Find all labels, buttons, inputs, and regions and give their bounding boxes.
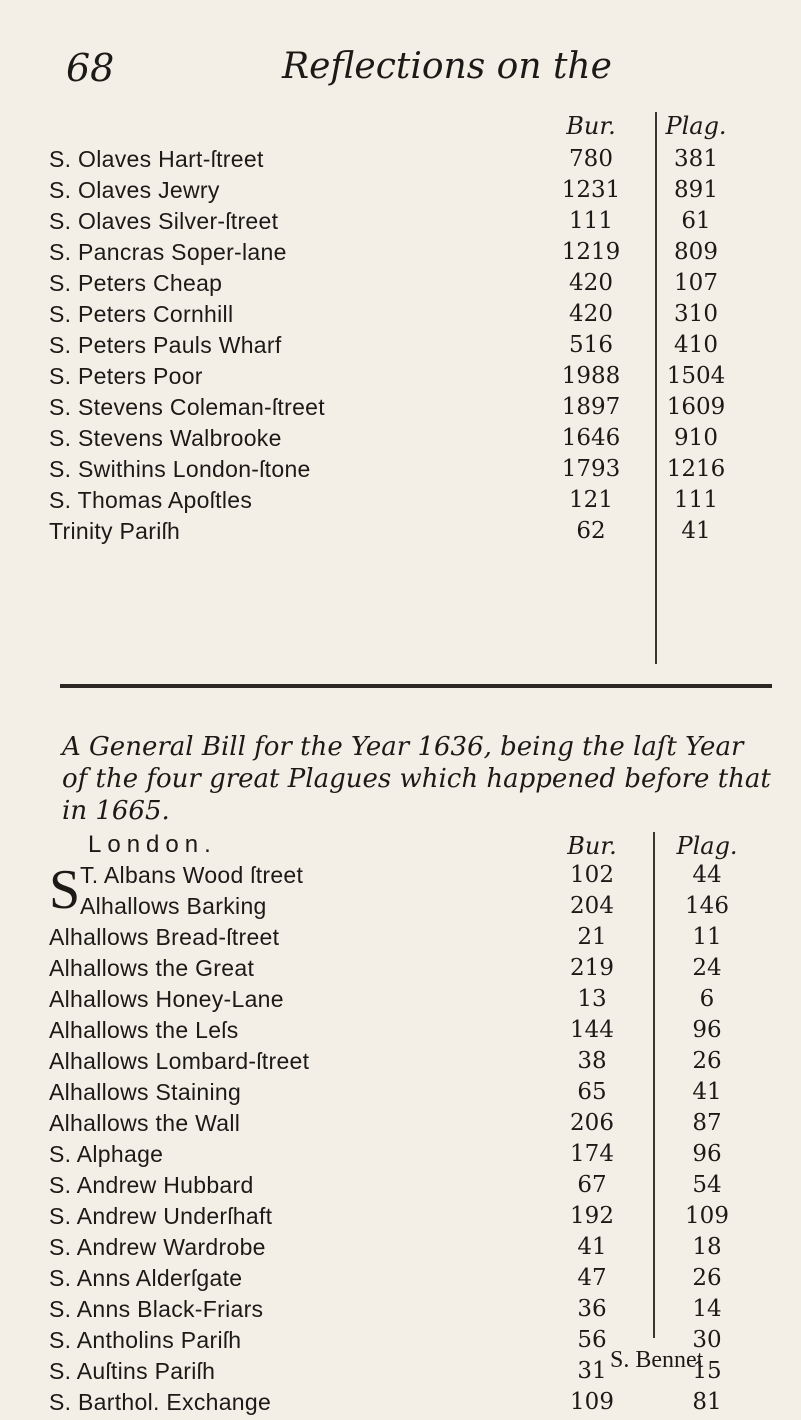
parish-name: S. Andrew Underſhaft [49, 1203, 273, 1229]
table-row [0, 239, 801, 270]
plague-value: 910 [674, 425, 718, 451]
burials-value: 1988 [561, 363, 621, 389]
table-row [0, 1048, 801, 1079]
burials-value: 47 [577, 1265, 607, 1291]
table-row [0, 394, 801, 425]
burials-value: 102 [570, 862, 614, 888]
table-1-rows [0, 146, 801, 549]
burials-table-1 [0, 112, 801, 549]
burials-value: 204 [570, 893, 614, 919]
parish-name: S. Peters Poor [49, 363, 203, 389]
table-row [0, 425, 801, 456]
burials-value: 1897 [561, 394, 621, 420]
plague-value: 30 [692, 1327, 722, 1353]
plague-value: 11 [692, 924, 722, 950]
plague-value: 87 [692, 1110, 722, 1136]
plague-value: 410 [674, 332, 718, 358]
drop-cap-initial: S [49, 859, 81, 921]
burials-value: 111 [569, 208, 613, 234]
burials-value: 41 [577, 1234, 607, 1260]
parish-name: S. Peters Cornhill [49, 301, 234, 327]
plague-value: 809 [674, 239, 718, 265]
plague-value: 54 [692, 1172, 722, 1198]
plague-value: 96 [692, 1017, 722, 1043]
plague-value: 107 [674, 270, 718, 296]
parish-name: S. Andrew Hubbard [49, 1172, 254, 1198]
table-row [0, 862, 801, 893]
general-bill-line-2: of the four great Plagues which happened before that [62, 764, 771, 794]
parish-name: S. Thomas Apoſtles [49, 487, 253, 513]
table-1-header [0, 112, 801, 146]
burials-value: 31 [577, 1358, 607, 1384]
parish-name: S. Andrew Wardrobe [49, 1234, 266, 1260]
parish-name: S. Stevens Walbrooke [49, 425, 282, 451]
section-title-london: London. [88, 831, 217, 858]
plague-value: 15 [692, 1358, 722, 1384]
parish-name: Trinity Pariſh [49, 518, 181, 544]
burials-table-2 [0, 859, 801, 1420]
plague-value: 26 [692, 1265, 722, 1291]
plague-value: 14 [692, 1296, 722, 1322]
running-title: Reflections on the [282, 46, 612, 87]
table-row [0, 1110, 801, 1141]
burials-value: 67 [577, 1172, 607, 1198]
burials-value: 206 [570, 1110, 614, 1136]
table-row [0, 518, 801, 549]
plague-value: 111 [674, 487, 718, 513]
general-bill-heading [62, 731, 782, 827]
page-header [0, 46, 801, 96]
parish-name: Alhallows Barking [80, 893, 267, 919]
parish-name: Alhallows the Wall [49, 1110, 241, 1136]
burials-value: 65 [577, 1079, 607, 1105]
plague-value: 18 [692, 1234, 722, 1260]
plague-value: 24 [692, 955, 722, 981]
burials-value: 1219 [561, 239, 621, 265]
burials-value: 36 [577, 1296, 607, 1322]
table-row [0, 456, 801, 487]
table-row [0, 363, 801, 394]
general-bill-line-1: A General Bill for the Year 1636, being the laſt Year [62, 732, 744, 762]
burials-value: 516 [569, 332, 613, 358]
parish-name: Alhallows Staining [49, 1079, 242, 1105]
parish-name: S. Auſtins Pariſh [49, 1358, 216, 1384]
horizontal-rule [60, 684, 772, 688]
burials-value: 174 [570, 1141, 614, 1167]
burials-value: 1646 [561, 425, 621, 451]
burials-value: 192 [570, 1203, 614, 1229]
parish-name: Alhallows the Leſs [49, 1017, 239, 1043]
table-row [0, 1296, 801, 1327]
parish-name: S. Olaves Silver-ſtreet [49, 208, 279, 234]
parish-name: S. Swithins London-ſtone [49, 456, 311, 482]
plague-value: 146 [685, 893, 729, 919]
table-row [0, 301, 801, 332]
plague-value: 41 [692, 1079, 722, 1105]
parish-name: S. Stevens Coleman-ſtreet [49, 394, 325, 420]
table-1-divider [655, 112, 657, 664]
burials-value: 121 [569, 487, 613, 513]
col-bur-label: Bur. [566, 112, 616, 140]
parish-name: S. Pancras Soper-lane [49, 239, 287, 265]
burials-value: 420 [569, 301, 613, 327]
table-row [0, 270, 801, 301]
table-row [0, 955, 801, 986]
table-2-rows [0, 859, 801, 1420]
table-row [0, 924, 801, 955]
parish-name: Alhallows Bread-ſtreet [49, 924, 280, 950]
table-row [0, 487, 801, 518]
burials-value: 21 [577, 924, 607, 950]
burials-value: 420 [569, 270, 613, 296]
burials-value: 56 [577, 1327, 607, 1353]
table-row [0, 1141, 801, 1172]
table-row [0, 1017, 801, 1048]
parish-name: S. Anns Black-Friars [49, 1296, 264, 1322]
table-row [0, 1172, 801, 1203]
plague-value: 310 [674, 301, 718, 327]
col-bur-label-2: Bur. [567, 832, 617, 860]
plague-value: 1609 [666, 394, 726, 420]
plague-value: 96 [692, 1141, 722, 1167]
table-row [0, 177, 801, 208]
col-plag-label-2: Plag. [676, 832, 738, 860]
parish-name: S. Anns Alderſgate [49, 1265, 243, 1291]
burials-value: 219 [570, 955, 614, 981]
burials-value: 38 [577, 1048, 607, 1074]
burials-value: 1793 [561, 456, 621, 482]
plague-value: 381 [674, 146, 718, 172]
catchword: S. Bennet [610, 1347, 704, 1373]
table-row [0, 893, 801, 924]
plague-value: 1216 [666, 456, 726, 482]
plague-value: 81 [692, 1389, 722, 1415]
table-row [0, 1389, 801, 1420]
parish-name: T. Albans Wood ſtreet [80, 862, 304, 888]
parish-name: S. Peters Pauls Wharf [49, 332, 282, 358]
table-row [0, 1234, 801, 1265]
plague-value: 891 [674, 177, 718, 203]
plague-value: 1504 [666, 363, 726, 389]
plague-value: 6 [699, 986, 715, 1012]
parish-name: S. Barthol. Exchange [49, 1389, 272, 1415]
burials-value: 144 [570, 1017, 614, 1043]
table-row [0, 332, 801, 363]
col-plag-label: Plag. [665, 112, 727, 140]
page-number: 68 [66, 46, 115, 90]
table-2-divider [653, 832, 655, 1338]
parish-name: S. Olaves Jewry [49, 177, 220, 203]
parish-name: Alhallows Lombard-ſtreet [49, 1048, 310, 1074]
table-2-header [0, 832, 801, 866]
plague-value: 109 [685, 1203, 729, 1229]
burials-value: 13 [577, 986, 607, 1012]
table-row [0, 1079, 801, 1110]
table-row [0, 1203, 801, 1234]
burials-value: 780 [569, 146, 613, 172]
plague-value: 41 [681, 518, 711, 544]
table-row [0, 986, 801, 1017]
table-row [0, 146, 801, 177]
plague-value: 44 [692, 862, 722, 888]
burials-value: 62 [576, 518, 606, 544]
parish-name: S. Antholins Pariſh [49, 1327, 242, 1353]
table-row [0, 1265, 801, 1296]
parish-name: Alhallows Honey-Lane [49, 986, 284, 1012]
parish-name: S. Olaves Hart-ſtreet [49, 146, 264, 172]
general-bill-line-3: in 1665. [62, 796, 170, 826]
burials-value: 1231 [561, 177, 621, 203]
burials-value: 109 [570, 1389, 614, 1415]
parish-name: S. Alphage [49, 1141, 164, 1167]
parish-name: S. Peters Cheap [49, 270, 223, 296]
plague-value: 61 [681, 208, 711, 234]
plague-value: 26 [692, 1048, 722, 1074]
table-row [0, 208, 801, 239]
parish-name: Alhallows the Great [49, 955, 255, 981]
